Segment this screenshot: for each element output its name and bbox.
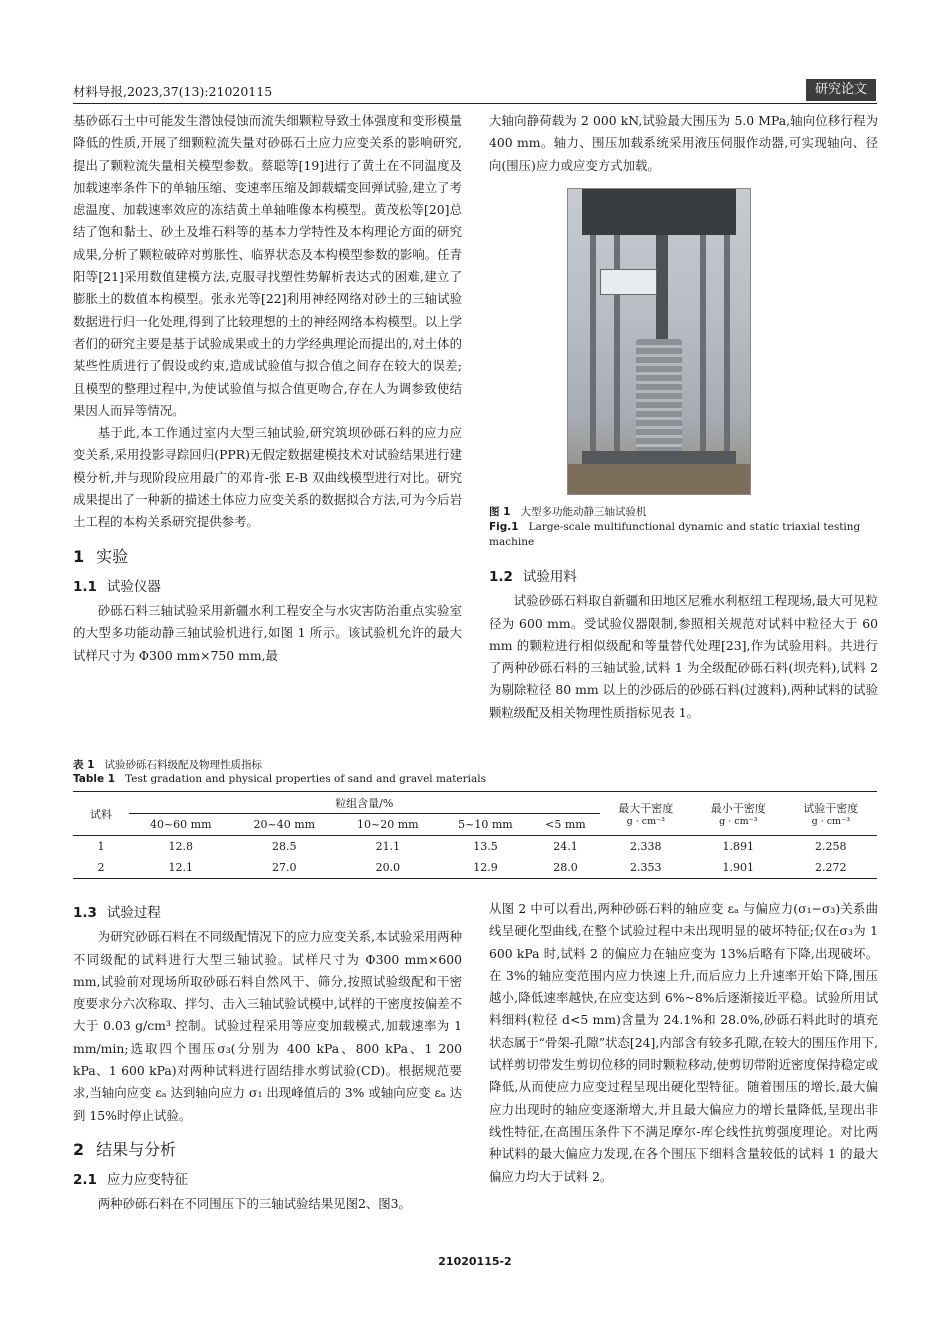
subsection-title: 试验用料 (522, 569, 577, 585)
paragraph: 为研究砂砾石料在不同级配情况下的应力应变关系,本试验采用两种不同级配的试料进行大型三轴试验。试样尺寸为 Φ300 mm×600 mm,试验前对现场所取砂砾石料自然风干、筛分,按照试验级配和干密度要求分六次称取、拌匀、击入三轴试验试模中,试样的干密度按偏差不大于 0.03 g/cm³ 控制。试验过程采用等应变加载模式,加载速率为 1 mm/min;选取四个围压σ₃(分别为 400 kPa、800 kPa、1 200 kPa、1 600 kPa)对两种试料进行固结排水剪试验(CD)。根据规范要求,当轴向应变 εₐ 达到轴向应力 σ₁ 出现峰值后的 3% 或轴向应变 εₐ 达到 15%时停止试验。 (73, 929, 462, 1123)
table-label: 表 1 (73, 759, 95, 771)
cell: 28.0 (531, 857, 599, 879)
figure-title-en: Large-scale multifunctional dynamic and static triaxial testing machine (489, 521, 861, 548)
right-column-mid (489, 562, 878, 724)
subsection-heading (73, 1169, 462, 1191)
gradation-table (73, 791, 877, 879)
header-min-density: 最小干密度 g · cm⁻³ (692, 792, 784, 836)
section-heading (73, 1137, 462, 1163)
cell: 28.5 (272, 840, 297, 853)
subsection-heading (489, 566, 878, 588)
cell: 27.0 (233, 857, 337, 879)
cell: 12.8 (168, 840, 194, 853)
subsection-number: 1.2 (489, 569, 513, 585)
cell: 2.272 (785, 857, 878, 879)
cell: 2.353 (600, 857, 692, 879)
floor (568, 464, 750, 494)
figure-caption-en (489, 520, 878, 550)
article-type-badge: 研究论文 (806, 79, 876, 101)
header-gradation: 粒组含量/% (129, 792, 600, 814)
nameplate (600, 269, 657, 295)
cell: 2.338 (630, 840, 662, 853)
section-number: 1 (73, 546, 85, 566)
column-post (700, 235, 706, 465)
page-number: 21020115-2 (438, 1255, 512, 1268)
subsection-number: 1.1 (73, 578, 97, 595)
crossbeam-top (582, 189, 736, 235)
subsection-title: 试验仪器 (106, 578, 161, 595)
cell: 2.258 (815, 840, 847, 853)
cell: 1.891 (722, 840, 755, 853)
paragraph: 基砂砾石土中可能发生潜蚀侵蚀而流失细颗粒导致土体强度和变形模量降低的性质,开展了细颗粒流失量对砂砾石土应力应变关系的影响研究,提出了颗粒流失量相关模型参数。蔡聪等[19]进行了黄土在不同温度及加载速率条件下的单轴压缩、变速率压缩及卸载蠕变回弹试验,建立了考虑温度、加载速率效应的冻结黄土单轴唯像本构模型。黄茂松等[20]总结了饱和黏土、砂土及堆石料等的基本力学特性及本构理论方面的研究成果,分析了颗粒破碎对剪胀性、临界状态及本构模型参数的影响。任青阳等[21]采用数值建模方法,克服寻找塑性势解析表达式的困难,建立了膨胀土的数值本构模型。张永光等[22]利用神经网络对砂土的三轴试验数据进行归一化处理,得到了比较理想的土的神经网络本构模型。以上学者们的研究主要是基于试验成果或土的力学经典理论而提出的,对土体的某些性质进行了假设或约束,造成试验值与拟合值之间存在较大的误差;且模型的整理过程中,为使试验值与拟合值更吻合,存在人为调参致使结果因人而异等情况。 (73, 113, 462, 418)
paragraph: 砂砾石料三轴试验采用新疆水利工程安全与水灾害防治重点实验室的大型多功能动静三轴试验机进行,如图 1 所示。该试验机允许的最大试样尺寸为 Φ300 mm×750 mm,最 (73, 602, 462, 663)
table-row (73, 836, 877, 858)
triaxial-cell (636, 339, 682, 457)
cell: 12.9 (440, 857, 532, 879)
header-rule (73, 103, 877, 104)
left-column-bottom (73, 898, 462, 1216)
cell: 13.5 (473, 840, 498, 853)
journal-citation: 材料导报,2023,37(13):21020115 (73, 84, 273, 99)
base-beam (582, 451, 736, 465)
paragraph: 两种砂砾石料在不同围压下的三轴试验结果见图2、图3。 (97, 1196, 411, 1212)
section-number: 2 (73, 1139, 85, 1159)
table-title-en: Test gradation and physical properties of sand and gravel materials (125, 773, 487, 785)
cell: 1 (97, 840, 105, 853)
figure-label-en: Fig.1 (489, 521, 519, 533)
paragraph: 试验砂砾石料取自新疆和田地区尼雅水利枢纽工程现场,最大可见粒径为 600 mm。受试验仪器限制,参照相关规范对试料中粒径大于 60 mm 的颗粒进行相似级配和等量替代处理[23],作为试验用料。共进行了两种砂砾石料的三轴试验,试料 1 为全级配砂砾石料(坝壳料),试料 2 为剔除粒径 80 mm 以上的沙砾后的砂砾石料(过渡料),两种试料的试验颗粒级配及相关物理性质指标见表 1。 (489, 593, 878, 720)
testing-machine-photo (567, 188, 751, 495)
header-size-range: 5~10 mm (440, 814, 532, 836)
figure-title: 大型多功能动静三轴试验机 (520, 506, 647, 518)
section-title: 结果与分析 (96, 1139, 177, 1159)
paragraph: 基于此,本工作通过室内大型三轴试验,研究筑坝砂砾石料的应力应变关系,采用投影寻踪回归(PPR)无假定数据建模技术对试验结果进行建模分析,并与现阶段应用最广的邓肯-张 E-B 双曲线模型进行对比。研究成果提出了一种新的描述土体应力应变关系的数据拟合方法,可为今后岩土工程的本构关系研究提供参考。 (73, 425, 462, 530)
subsection-number: 2.1 (73, 1171, 97, 1188)
column-post (724, 235, 730, 465)
paragraph: 大轴向静荷载为 2 000 kN,试验最大围压为 5.0 MPa,轴向位移行程为 400 mm。轴力、围压加载系统采用液压伺服作动器,可实现轴向、径向(围压)应力或应变方式加载。 (489, 113, 878, 173)
subsection-heading (73, 576, 462, 598)
table-label-en: Table 1 (73, 773, 116, 785)
cell: 20.0 (336, 857, 440, 879)
subsection-title: 应力应变特征 (106, 1171, 188, 1188)
column-post (590, 235, 596, 465)
left-column-top (73, 110, 462, 667)
paragraph: 从图 2 中可以看出,两种砂砾石料的轴应变 εₐ 与偏应力(σ₁−σ₃)关系曲线呈硬化型曲线,在整个试验过程中未出现明显的破坏特征;仅在σ₃为 1 600 kPa 时,试料 2 的偏应力在轴应变为 13%后略有下降,出现破坏。在 3%的轴应变范围内应力快速上升,而后应力上升速率开始下降,围压越小,降低速率越快,在应变达到 6%~8%后逐渐接近平稳。试验所用试料细料(粒径 d<5 mm)含量为 24.1%和 28.0%,砂砾石料此时的填充状态属于“骨架-孔隙”状态[24],内部含有较多孔隙,在较大的围压作用下,试样剪切带发生剪切位移的同时颗粒移动,使剪切带附近密度保持稳定或降低,从而使应力应变过程呈现出硬化型特征。随着围压的增长,最大偏应力出现时的轴应变逐渐增大,并且最大偏应力的增长量降低,呈现出非线性特征,在高围压条件下不满足摩尔-库仑线性抗剪强度理论。对比两种试料的最大偏应力发现,在各个围压下细料含量较低的试料 1 的最大偏应力均大于试料 2。 (489, 901, 878, 1184)
cell: 12.1 (129, 857, 233, 879)
header-test-density: 试验干密度 g · cm⁻³ (785, 792, 878, 836)
figure-label: 图 1 (489, 506, 511, 518)
actuator-rod (656, 235, 668, 345)
header-size-range: 10~20 mm (336, 814, 440, 836)
subsection-title: 试验过程 (106, 905, 161, 921)
table-row (73, 857, 877, 879)
cell: 21.1 (375, 840, 401, 853)
cell: 2 (73, 857, 129, 879)
right-column-top (489, 110, 878, 177)
header-sample: 试料 (73, 792, 129, 836)
section-title: 实验 (96, 546, 129, 566)
cell: 24.1 (553, 840, 578, 853)
header-size-range: 20~40 mm (233, 814, 337, 836)
subsection-heading (73, 902, 462, 924)
cell: 1.901 (692, 857, 784, 879)
table-title: 试验砂砾石料级配及物理性质指标 (104, 759, 262, 771)
table-caption-en (73, 773, 486, 785)
right-column-bottom (489, 898, 878, 1188)
figure-caption-cn (489, 505, 878, 520)
section-heading (73, 544, 462, 570)
header-max-density: 最大干密度 g · cm⁻³ (600, 792, 692, 836)
header-size-range: <5 mm (531, 814, 599, 836)
subsection-number: 1.3 (73, 905, 97, 921)
table-caption-cn (73, 757, 262, 772)
header-size-range: 40~60 mm (129, 814, 233, 836)
